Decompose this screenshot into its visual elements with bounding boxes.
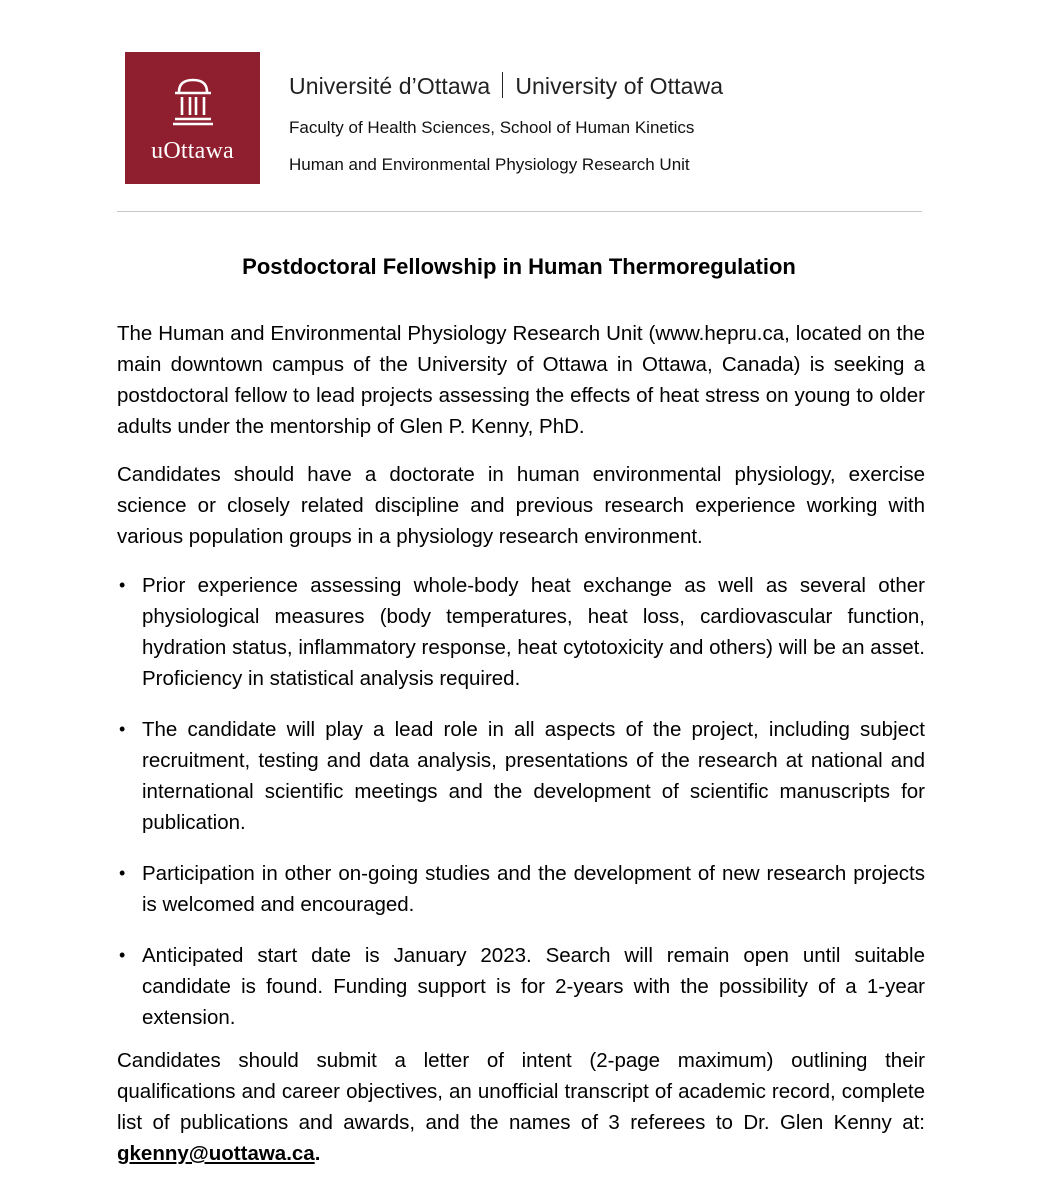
- email-link[interactable]: gkenny@uottawa.ca: [117, 1142, 315, 1165]
- page-title: Postdoctoral Fellowship in Human Thermoregulation: [242, 254, 796, 279]
- list-item: [117, 570, 925, 694]
- list-item-text: Anticipated start date is January 2023. Search will remain open until suitable candidate is found. Funding support is for 2-years with the possibility of a 1-year extension.: [142, 944, 925, 1029]
- bullet-icon: •: [119, 575, 126, 595]
- closing-paragraph: [117, 1045, 925, 1169]
- university-name-en: University of Ottawa: [515, 73, 724, 99]
- bullet-icon: •: [119, 863, 126, 883]
- name-separator: [502, 72, 503, 98]
- list-item-text: Participation in other on-going studies and the development of new research projects is welcomed and encouraged.: [142, 862, 925, 916]
- intro-paragraph: The Human and Environmental Physiology Research Unit (www.hepru.ca, located on the main downtown campus of the University of Ottawa in Ottawa, Canada) is seeking a postdoctoral fellow to lead projects assessing the effects of heat stress on young to older adults under the mentorship of Glen P. Kenny, PhD.: [117, 322, 925, 438]
- university-logo: [125, 52, 260, 184]
- bullet-icon: •: [119, 719, 126, 739]
- list-item: [117, 714, 925, 838]
- unit-line: Human and Environmental Physiology Research Unit: [289, 155, 690, 174]
- requirements-paragraph: Candidates should have a doctorate in human environmental physiology, exercise science or closely related discipline and previous research experience working with various population groups in a physiology research environment.: [117, 463, 925, 548]
- building-icon: [171, 76, 215, 126]
- logo-wordmark: uOttawa: [151, 138, 234, 164]
- list-item: [117, 940, 925, 1033]
- closing-text: Candidates should submit a letter of intent (2-page maximum) outlining their qualifications and career objectives, an unofficial transcript of academic record, complete list of publications and awards, and the names of 3 referees to Dr. Glen Kenny at:: [117, 1049, 925, 1134]
- closing-period: .: [314, 1142, 321, 1165]
- list-item-text: The candidate will play a lead role in all aspects of the project, including subject recruitment, testing and data analysis, presentations of the research at national and international scientific meetings and the development of scientific manuscripts for publication.: [142, 718, 925, 834]
- list-item-text: Prior experience assessing whole-body heat exchange as well as several other physiological measures (body temperatures, heat loss, cardiovascular function, hydration status, inflammatory response, heat cytotoxicity and others) will be an asset. Proficiency in statistical analysis required.: [142, 574, 925, 690]
- bullet-list: [117, 570, 925, 1053]
- list-item: [117, 858, 925, 920]
- university-name-fr: Université d’Ottawa: [289, 73, 491, 99]
- university-name: [289, 72, 723, 100]
- faculty-line: Faculty of Health Sciences, School of Human Kinetics: [289, 118, 695, 137]
- bullet-icon: •: [119, 945, 126, 965]
- header-divider: [117, 211, 922, 212]
